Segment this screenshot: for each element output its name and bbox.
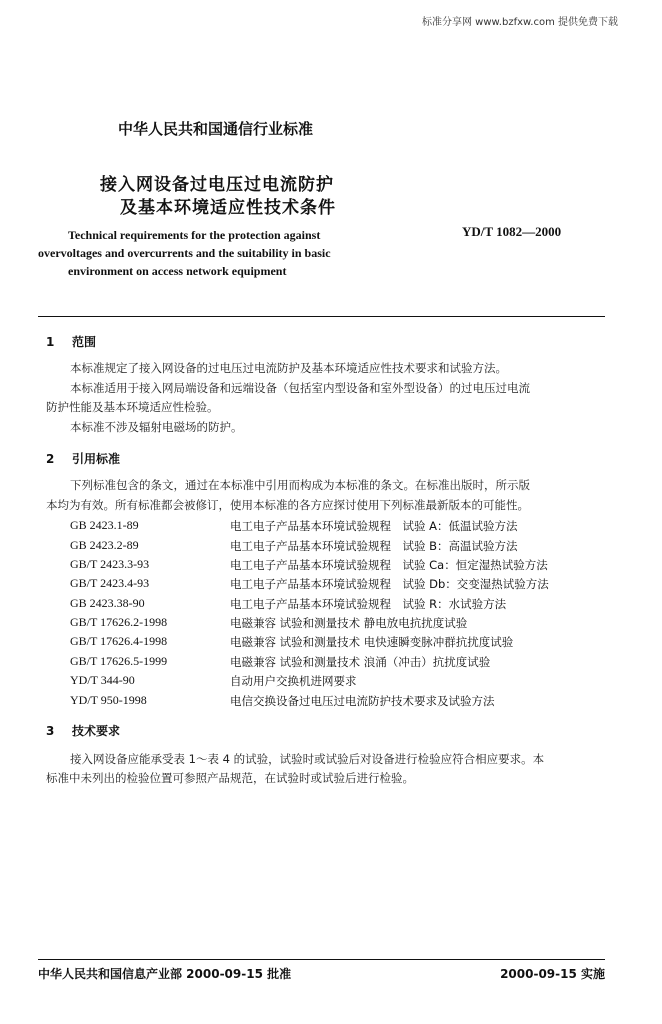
reference-code: GB 2423.38-90 xyxy=(70,596,145,610)
section-1-paragraph: 本标准适用于接入网局端设备和远端设备（包括室内型设备和室外型设备）的过电压过电流 xyxy=(70,381,530,395)
reference-code: GB 2423.2-89 xyxy=(70,538,139,552)
reference-code: GB/T 2423.3-93 xyxy=(70,557,150,571)
reference-title: 电工电子产品基本环境试验规程 试验 Ca：恒定湿热试验方法 xyxy=(230,558,548,572)
reference-code: YD/T 950-1998 xyxy=(70,693,147,707)
implementation-text: 2000-09-15 实施 xyxy=(500,967,605,981)
title-line-1: 接入网设备过电压过电流防护 xyxy=(100,175,334,195)
approval-text: 中华人民共和国信息产业部 2000-09-15 批准 xyxy=(38,967,292,981)
reference-title: 电信交换设备过电压过电流防护技术要求及试验方法 xyxy=(230,694,495,708)
reference-title: 电工电子产品基本环境试验规程 试验 R：水试验方法 xyxy=(230,597,507,611)
section-1-paragraph: 防护性能及基本环境适应性检验。 xyxy=(46,400,219,414)
reference-title: 自动用户交换机进网要求 xyxy=(230,674,357,688)
section-2-intro: 本均为有效。所有标准都会被修订，使用本标准的各方应探讨使用下列标准最新版本的可能性。 xyxy=(46,498,529,512)
watermark-text: 标准分享网 www.bzfxw.com 提供免费下载 xyxy=(422,17,618,28)
title-line-2: 及基本环境适应性技术条件 xyxy=(120,198,336,218)
section-3-paragraph: 接入网设备应能承受表 1～表 4 的试验，试验时或试验后对设备进行检验应符合相应要求。本 xyxy=(70,752,545,766)
reference-code: GB/T 17626.2-1998 xyxy=(70,615,168,629)
section-3-title: 技术要求 xyxy=(72,724,121,738)
reference-code: GB/T 17626.4-1998 xyxy=(70,634,168,648)
section-1-number: 1 xyxy=(46,335,55,349)
header-divider xyxy=(38,316,605,317)
section-2-heading xyxy=(46,450,120,467)
reference-title: 电磁兼容 试验和测量技术 电快速瞬变脉冲群抗扰度试验 xyxy=(230,635,514,649)
english-title-line-1: Technical requirements for the protection against xyxy=(68,228,321,242)
reference-title: 电工电子产品基本环境试验规程 试验 Db：交变湿热试验方法 xyxy=(230,577,549,591)
reference-title: 电工电子产品基本环境试验规程 试验 B：高温试验方法 xyxy=(230,539,518,553)
section-3-number: 3 xyxy=(46,724,55,738)
english-title-line-2: overvoltages and overcurrents and the suitability in basic xyxy=(38,246,331,260)
section-1-title: 范围 xyxy=(72,335,97,349)
section-2-number: 2 xyxy=(46,452,55,466)
standard-number: YD/T 1082—2000 xyxy=(462,224,562,239)
reference-title: 电磁兼容 试验和测量技术 静电放电抗扰度试验 xyxy=(230,616,468,630)
section-2-intro: 下列标准包含的条文，通过在本标准中引用而构成为本标准的条文。在标准出版时，所示版 xyxy=(70,478,530,492)
reference-title: 电磁兼容 试验和测量技术 浪涌（冲击）抗扰度试验 xyxy=(230,655,491,669)
section-2-title: 引用标准 xyxy=(72,452,121,466)
reference-code: GB/T 2423.4-93 xyxy=(70,576,150,590)
english-title-line-3: environment on access network equipment xyxy=(68,264,287,278)
section-1-heading xyxy=(46,333,96,350)
industry-standard-label: 中华人民共和国通信行业标准 xyxy=(118,120,314,138)
section-1-paragraph: 本标准规定了接入网设备的过电压过电流防护及基本环境适应性技术要求和试验方法。 xyxy=(70,361,507,375)
reference-title: 电工电子产品基本环境试验规程 试验 A：低温试验方法 xyxy=(230,519,518,533)
footer-divider xyxy=(38,959,605,960)
section-3-heading xyxy=(46,722,120,739)
reference-code: YD/T 344-90 xyxy=(70,673,135,687)
reference-code: GB/T 17626.5-1999 xyxy=(70,654,168,668)
section-3-paragraph: 标准中未列出的检验位置可参照产品规范，在试验时或试验后进行检验。 xyxy=(46,771,414,785)
section-1-paragraph: 本标准不涉及辐射电磁场的防护。 xyxy=(70,420,243,434)
reference-code: GB 2423.1-89 xyxy=(70,518,139,532)
